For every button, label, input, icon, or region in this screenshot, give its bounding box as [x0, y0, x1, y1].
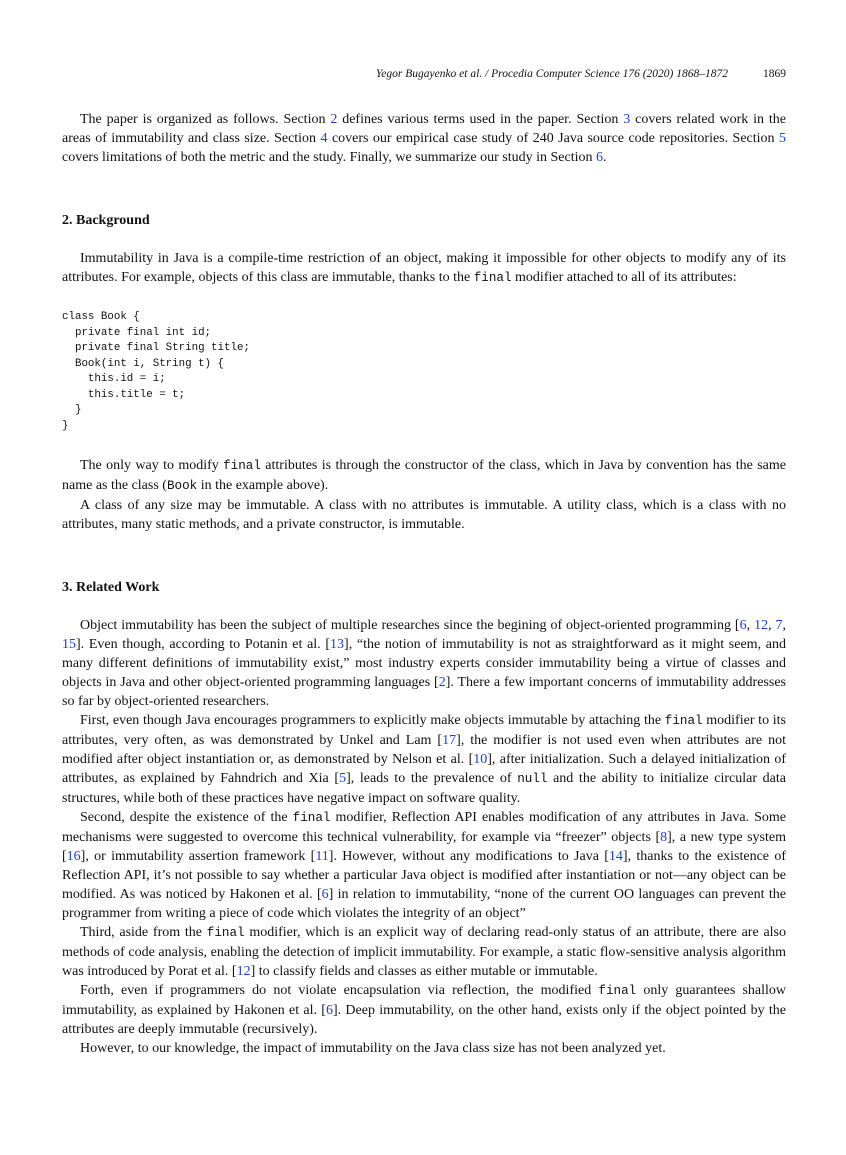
related-paragraph: First, even though Java encourages programmers to explicitly make objects immutable by attaching the final modifier to its attributes, very often, as was demonstrated by Unkel and Lam [17], the modifier is not used even when attributes are not modified after object instantiation or, as demonstrated by Nelson et al. [10], after initialization. Such a delayed initialization of attributes, as explained by Fahndrich and Xia [5], leads to the prevalence of null and the ability to initialize circular data structures, while both of these practices have negative impact on software quality.	[62, 713, 786, 806]
section-link[interactable]: 6	[595, 150, 603, 165]
intro-paragraph: The paper is organized as follows. Section 2 defines various terms used in the paper. Section 3 covers related work in the areas of immutability and class size. Section 4 covers our empirical case study of 240 Java source code repositories. Section 5 covers limitations of both the metric and the study. Finally, we summarize our study in Section 6.	[62, 112, 786, 165]
inline-code: Book	[166, 479, 198, 493]
section-link[interactable]: 2	[330, 112, 338, 127]
related-paragraph: Second, despite the existence of the final modifier, Reflection API enables modification of any attributes in Java. Some mechanisms were suggested to overcome this technical vulnerability, for example via “freezer” objects [8], a new type system [16], or immutability assertion framework [11]. However, without any modifications to Java [14], thanks to the existence of Reflection API, it’s not possible to say whether a particular Java object is modified after instantiation or not—any object can be modified. As was noticed by Hakonen et al. [6] in relation to immutability, “none of the current OO languages can prevent the programmer from writing a piece of code which violates the integrity of an object”	[62, 810, 787, 921]
inline-code: final	[473, 271, 512, 285]
inline-code: final	[206, 926, 245, 940]
background-paragraph: The only way to modify final attributes is through the constructor of the class, which in Java by convention has the same name as the class (Book in the example above).	[62, 458, 786, 493]
citation-link[interactable]: 6	[739, 618, 747, 633]
background-paragraph: A class of any size may be immutable. A class with no attributes is immutable. A utility class, which is a class with no attributes, many static methods, and a private constructor, is immutable.	[62, 498, 786, 532]
citation-link[interactable]: 12	[754, 618, 769, 633]
citation-link[interactable]: 6	[321, 887, 329, 902]
background-paragraph: Immutability in Java is a compile-time restriction of an object, making it impossible for other objects to modify any of its attributes. For example, objects of this class are immutable, thanks to the final modifier attached to all of its attributes:	[62, 251, 786, 285]
citation-link[interactable]: 16	[66, 849, 81, 864]
page-body	[62, 110, 786, 1058]
section-link[interactable]: 4	[320, 131, 328, 146]
citation-link[interactable]: 2	[438, 675, 446, 690]
citation-link[interactable]: 5	[339, 771, 347, 786]
section-link[interactable]: 3	[623, 112, 631, 127]
citation-link[interactable]: 14	[608, 849, 623, 864]
citation-link[interactable]: 6	[325, 1003, 333, 1018]
related-paragraph: Object immutability has been the subject of multiple researches since the begining of object-oriented programming [6, 12, 7, 15]. Even though, according to Potanin et al. [13], “the notion of immutability is not as straightforward as it might seem, and many different definitions of immutability exist,” most industry experts consider immutability being a virtue of classes and objects in Java and other object-oriented programming languages [2]. There a few important concerns of immutability addresses so far by object-oriented researchers.	[62, 618, 787, 709]
related-paragraph: Third, aside from the final modifier, which is an explicit way of declaring read-only status of an attribute, there are also methods of code analysis, enabling the detection of implicit immutability. For example, a static flow-sensitive analysis algorithm was introduced by Porat et al. [12] to classify fields and classes as either mutable or immutable.	[62, 925, 786, 979]
running-title: Yegor Bugayenko et al. / Procedia Computer Science 176 (2020) 1868–1872	[375, 68, 728, 80]
inline-code: final	[598, 984, 637, 998]
section-heading-related-work: 3. Related Work	[62, 580, 160, 595]
section-heading-background: 2. Background	[62, 213, 150, 228]
page-number: 1869	[763, 68, 786, 80]
citation-link[interactable]: 10	[473, 752, 488, 767]
code-listing: class Book { private final int id; private final String title; Book(int i, String t) { this.id = i; this.title = t; } }	[62, 311, 250, 432]
related-paragraph: However, to our knowledge, the impact of immutability on the Java class size has not been analyzed yet.	[80, 1041, 666, 1056]
related-paragraph: Forth, even if programmers do not violate encapsulation via reflection, the modified final only guarantees shallow immutability, as explained by Hakonen et al. [6]. Deep immutability, on the other hand, exists only if the object pointed by the attributes are deeply immutable (recursively).	[62, 983, 787, 1037]
citation-link[interactable]: 13	[330, 637, 345, 652]
citation-link[interactable]: 15	[62, 637, 76, 652]
citation-link[interactable]: 11	[315, 849, 329, 864]
citation-link[interactable]: 12	[236, 964, 251, 979]
inline-code: final	[223, 459, 261, 473]
citation-link[interactable]: 8	[660, 830, 668, 845]
inline-code: final	[664, 714, 703, 728]
inline-code: final	[292, 811, 331, 825]
citation-link[interactable]: 7	[775, 618, 783, 633]
citation-link[interactable]: 17	[442, 733, 457, 748]
inline-code: null	[517, 772, 548, 786]
section-link[interactable]: 5	[779, 131, 786, 146]
